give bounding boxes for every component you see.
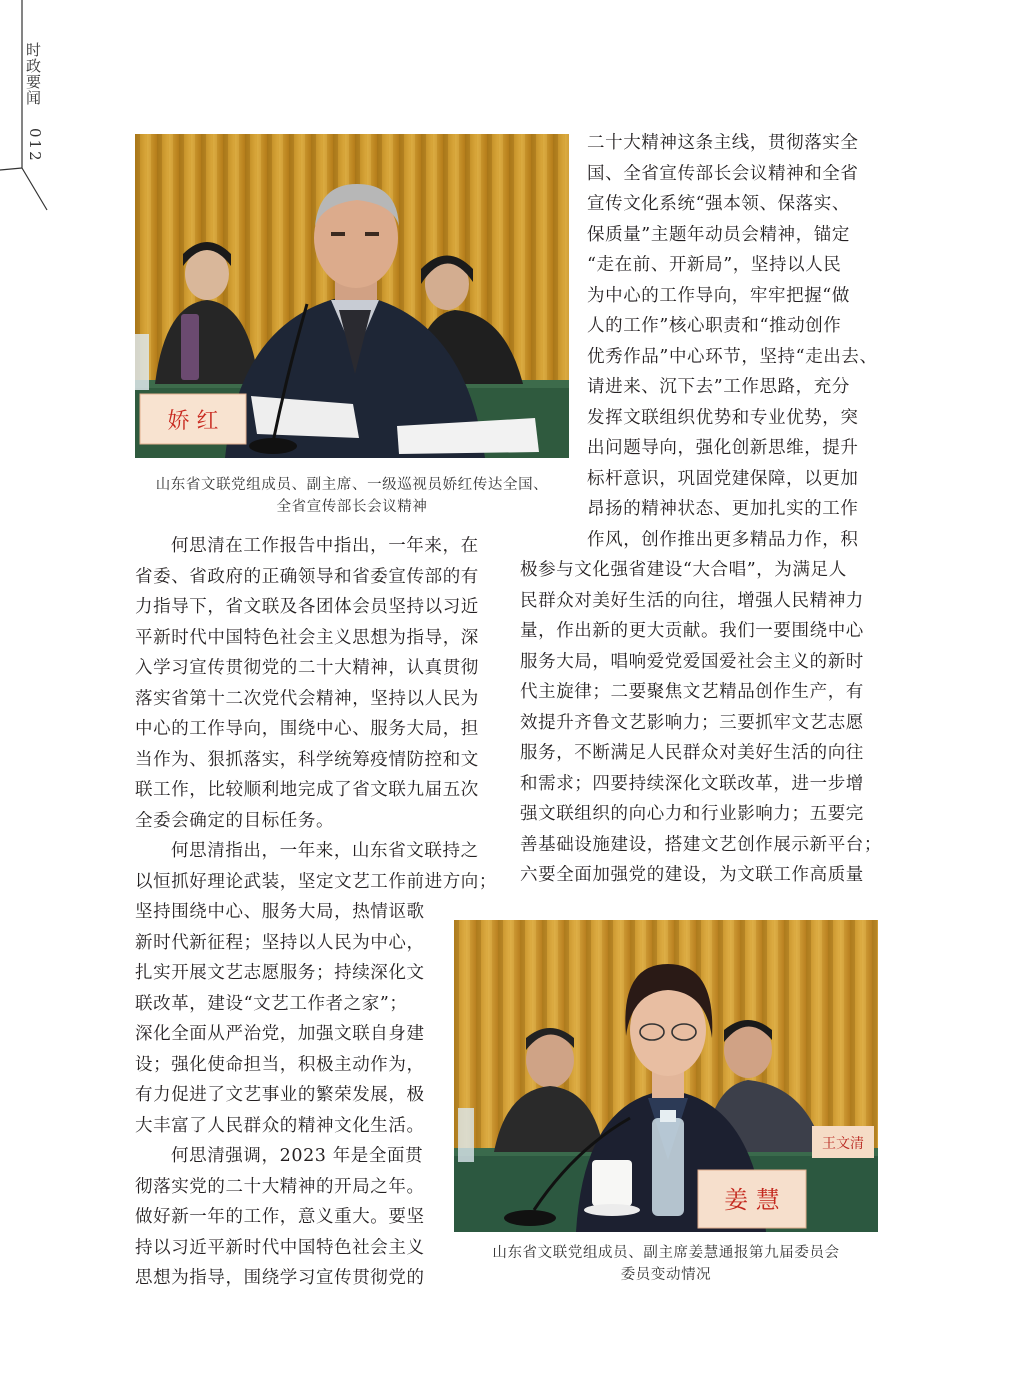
nameplate-text-1: 娇 红: [167, 409, 219, 434]
text-line: 服务大局，唱响爱党爱国爱社会主义的新时: [520, 651, 864, 672]
photo1-caption-line: 全省宣传部长会议精神: [276, 499, 428, 515]
text-line: 联工作，比较顺利地完成了省文联九届五次: [135, 780, 479, 800]
photo-speaker-1: [135, 134, 569, 458]
photo1-caption: [135, 474, 569, 518]
text-line: 为中心的工作导向，牢牢把握“做: [587, 285, 850, 306]
text-line: 持以习近平新时代中国特色社会主义: [135, 1237, 425, 1258]
text-line: 量，作出新的更大贡献。我们一要围绕中心: [520, 621, 864, 641]
text-line: 发挥文联组织优势和专业优势，突: [587, 407, 859, 428]
text-line: 新时代新征程；坚持以人民为中心，: [135, 932, 425, 953]
text-line: 当作为、狠抓落实，科学统筹疫情防控和文: [135, 749, 479, 770]
text-line: 优秀作品”中心环节，坚持“走出去、: [587, 346, 878, 367]
text-line: 落实省第十二次党代会精神，坚持以人民为: [135, 688, 479, 709]
text-line: 极参与文化强省建设“大合唱”，为满足人: [520, 560, 847, 580]
section-tab: [0, 0, 48, 210]
text-line: 出问题导向，强化创新思维，提升: [587, 438, 859, 458]
text-line: 请进来、沉下去”工作思路，充分: [587, 377, 850, 397]
text-line: 服务，不断满足人民群众对美好生活的向往: [520, 743, 864, 763]
nameplate-text-2: 姜 慧: [724, 1186, 780, 1214]
text-line: 代主旋律；二要聚焦文艺精品创作生产，有: [520, 682, 864, 702]
photo1-caption-line: 山东省文联党组成员、副主席、一级巡视员娇红传达全国、: [155, 477, 549, 493]
text-line: 标杆意识，巩固党建保障，以更加: [587, 468, 859, 489]
text-line: 人的工作”核心职责和“推动创作: [587, 316, 842, 336]
text-line: 扎实开展文艺志愿服务；持续深化文: [135, 963, 425, 983]
page-number: 012: [26, 128, 44, 163]
text-line: 昂扬的精神状态、更加扎实的工作: [587, 499, 859, 519]
text-line: 宣传文化系统“强本领、保落实、: [587, 194, 850, 214]
photo2-caption-line: 委员变动情况: [620, 1267, 712, 1283]
text-line: 保质量”主题年动员会精神，锚定: [587, 224, 850, 245]
text-line: 有力促进了文艺事业的繁荣发展，极: [135, 1085, 425, 1105]
section-title: 时政要闻: [24, 42, 42, 106]
text-line: 中心的工作导向，围绕中心、服务大局，担: [135, 719, 479, 739]
text-line: 国、全省宣传部长会议精神和全省: [587, 163, 859, 184]
photo2-caption: [454, 1242, 878, 1286]
text-line: 思想为指导，围绕学习宣传贯彻党的: [135, 1268, 425, 1288]
text-line: 民群众对美好生活的向往，增强人民精神力: [520, 590, 864, 611]
text-line: 六要全面加强党的建设，为文联工作高质量: [520, 865, 864, 885]
text-line: 和需求；四要持续深化文联改革，进一步增: [520, 773, 864, 794]
text-line: 联改革，建设“文艺工作者之家”；: [135, 993, 408, 1014]
left-column-paragraph-2: [135, 836, 497, 897]
text-line: 何思清在工作报告中指出，一年来，在: [171, 536, 479, 556]
text-line: 以恒抓好理论武装，坚定文艺工作前进方向；: [135, 871, 497, 892]
text-line: 强文联组织的向心力和行业影响力；五要完: [520, 804, 864, 824]
text-line: 力指导下，省文联及各团体会员坚持以习近: [135, 597, 479, 617]
text-line: 作风，创作推出更多精品力作，积: [587, 529, 859, 550]
left-column-paragraph-2-cont: [135, 897, 435, 1141]
left-column-paragraph-1: [135, 531, 497, 836]
photo-speaker-2: [454, 920, 878, 1232]
section-tab-border: [0, 0, 48, 212]
text-line: “走在前、开新局”，坚持以人民: [587, 255, 842, 275]
text-line: 全委会确定的目标任务。: [135, 810, 335, 831]
text-line: 深化全面从严治党，加强文联自身建: [135, 1024, 425, 1044]
right-column-text-mid: [520, 555, 880, 891]
text-line: 彻落实党的二十大精神的开局之年。: [135, 1176, 425, 1197]
photo2-caption-line: 山东省文联党组成员、副主席姜慧通报第九届委员会: [492, 1245, 840, 1261]
text-line: 善基础设施建设，搭建文艺创作展示新平台；: [520, 834, 882, 855]
text-line: 平新时代中国特色社会主义思想为指导，深: [135, 627, 479, 648]
text-line: 坚持围绕中心、服务大局，热情讴歌: [135, 902, 425, 922]
text-line: 省委、省政府的正确领导和省委宣传部的有: [135, 566, 479, 587]
text-line: 做好新一年的工作，意义重大。要坚: [135, 1207, 425, 1227]
text-line: 二十大精神这条主线，贯彻落实全: [587, 133, 859, 153]
text-line: 效提升齐鲁文艺影响力；三要抓牢文艺志愿: [520, 712, 864, 733]
right-column-text-top: [587, 128, 879, 555]
text-line: 大丰富了人民群众的精神文化生活。: [135, 1115, 425, 1136]
text-line: 设；强化使命担当，积极主动作为，: [135, 1054, 425, 1075]
text-line: 何思清强调，2023 年是全面贯: [171, 1146, 424, 1166]
left-column-paragraph-3: [135, 1141, 435, 1294]
text-line: 何思清指出，一年来，山东省文联持之: [171, 841, 479, 861]
text-line: 入学习宣传贯彻党的二十大精神，认真贯彻: [135, 658, 479, 678]
nameplate-text-back: 王文清: [822, 1136, 864, 1152]
